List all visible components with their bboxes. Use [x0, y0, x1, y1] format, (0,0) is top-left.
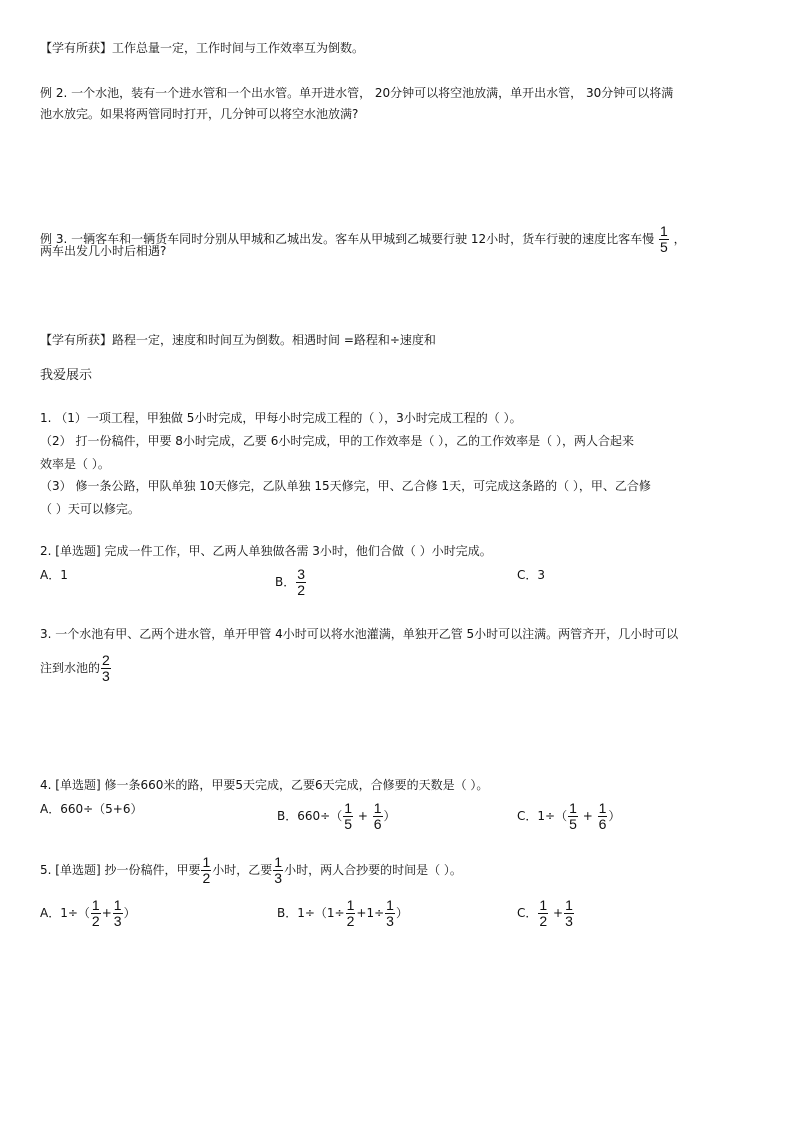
section-title: 我爱展示: [40, 368, 93, 383]
fraction: $\frac{1}{2}$: [346, 897, 355, 929]
fraction: $\frac{1}{2}$: [91, 897, 100, 929]
fraction: $\frac{1}{6}$: [373, 800, 382, 832]
fraction: $\frac{1}{2}$: [539, 897, 548, 929]
summary-distance: 【学有所获】路程一定，速度和时间互为倒数。相遇时间 =路程和÷速度和: [40, 333, 436, 347]
q4-option-b[interactable]: B．660÷（ $\frac{1}{5}$ + $\frac{1}{6}$ ）: [277, 800, 396, 832]
q5-option-c[interactable]: C． $\frac{1}{2}$ + $\frac{1}{3}$: [517, 897, 573, 929]
fraction: $\frac{1}{5}$: [344, 800, 352, 832]
example-2-line2: 池水放完。如果将两管同时打开，几分钟可以将空水池放满?: [40, 107, 359, 121]
q2-option-a[interactable]: A．1: [40, 568, 68, 582]
q2-option-b[interactable]: B． $\frac{3}{2}$: [275, 566, 306, 598]
fraction: $\frac{1}{3}$: [113, 897, 122, 929]
example-3-text: 例 3. 一辆客车和一辆货车同时分别从甲城和乙城出发。客车从甲城到乙城要行驶 12小时，货车行驶的速度比客车慢: [40, 232, 655, 246]
q1-line5: （ ）天可以修完。: [40, 502, 140, 516]
fraction: $\frac{1}{5}$: [660, 223, 668, 255]
q4-option-a[interactable]: A．660÷（5+6）: [40, 802, 143, 816]
fraction: $\frac{1}{3}$: [565, 897, 573, 929]
example-2-line1: 例 2. 一个水池，装有一个进水管和一个出水管。单开进水管， 20分钟可以将空池放满，单开出水管， 30分钟可以将满: [40, 86, 674, 100]
fraction: $\frac{1}{5}$: [569, 800, 577, 832]
example-3-line2: 两车出发几小时后相遇?: [40, 244, 167, 258]
q5-option-a[interactable]: A．1÷（ $\frac{1}{2}$ + $\frac{1}{3}$ ）: [40, 897, 136, 929]
fraction: $\frac{1}{3}$: [274, 854, 283, 886]
q1-line4: （3） 修一条公路，甲队单独 10天修完，乙队单独 15天修完，甲、乙合修 1天，可完成这条路的（ ），甲、乙合修: [40, 479, 651, 493]
q3-line1: 3. 一个水池有甲、乙两个进水管，单开甲管 4小时可以将水池灌满，单独开乙管 5小时可以注满。两管齐开，几小时可以: [40, 627, 679, 641]
fraction: $\frac{2}{3}$: [102, 652, 110, 684]
q4-stem: 4. [单选题] 修一条660米的路，甲要5天完成，乙要6天完成，合修要的天数是（ ）。: [40, 778, 489, 792]
summary-work: 【学有所获】工作总量一定，工作时间与工作效率互为倒数。: [40, 41, 365, 55]
q1-line1: 1. （1）一项工程，甲独做 5小时完成，甲每小时完成工程的（ ），3小时完成工程的（ ）。: [40, 411, 522, 425]
q1-line3: 效率是（ ）。: [40, 457, 110, 471]
q4-option-c[interactable]: C．1÷（ $\frac{1}{5}$ + $\frac{1}{6}$ ）: [517, 800, 621, 832]
fraction: $\frac{3}{2}$: [297, 566, 306, 598]
q1-line2: （2） 打一份稿件，甲要 8小时完成，乙要 6小时完成，甲的工作效率是（ ），乙的工作效率是（ ），两人合起来: [40, 434, 634, 448]
q3-line2: 注到水池的 $\frac{2}{3}$: [40, 652, 110, 684]
q2-stem: 2. [单选题] 完成一件工作，甲、乙两人单独做各需 3小时，他们合做（ ）小时完成。: [40, 544, 492, 558]
fraction: $\frac{1}{6}$: [598, 800, 607, 832]
example-3-line1: 例 3. 一辆客车和一辆货车同时分别从甲城和乙城出发。客车从甲城到乙城要行驶 12小时，货车行驶的速度比客车慢 $\frac{1}{5}$ ，: [40, 223, 686, 255]
q5-stem: 5. [单选题] 抄一份稿件，甲要 $\frac{1}{2}$ 小时，乙要 $\frac{1}{3}$ 小时，两人合抄要的时间是（ ）。: [40, 854, 462, 886]
q2-option-c[interactable]: C．3: [517, 568, 546, 582]
fraction: $\frac{1}{2}$: [202, 854, 211, 886]
fraction: $\frac{1}{3}$: [386, 897, 394, 929]
q5-option-b[interactable]: B．1÷（1÷ $\frac{1}{2}$ +1÷ $\frac{1}{3}$ ）: [277, 897, 408, 929]
